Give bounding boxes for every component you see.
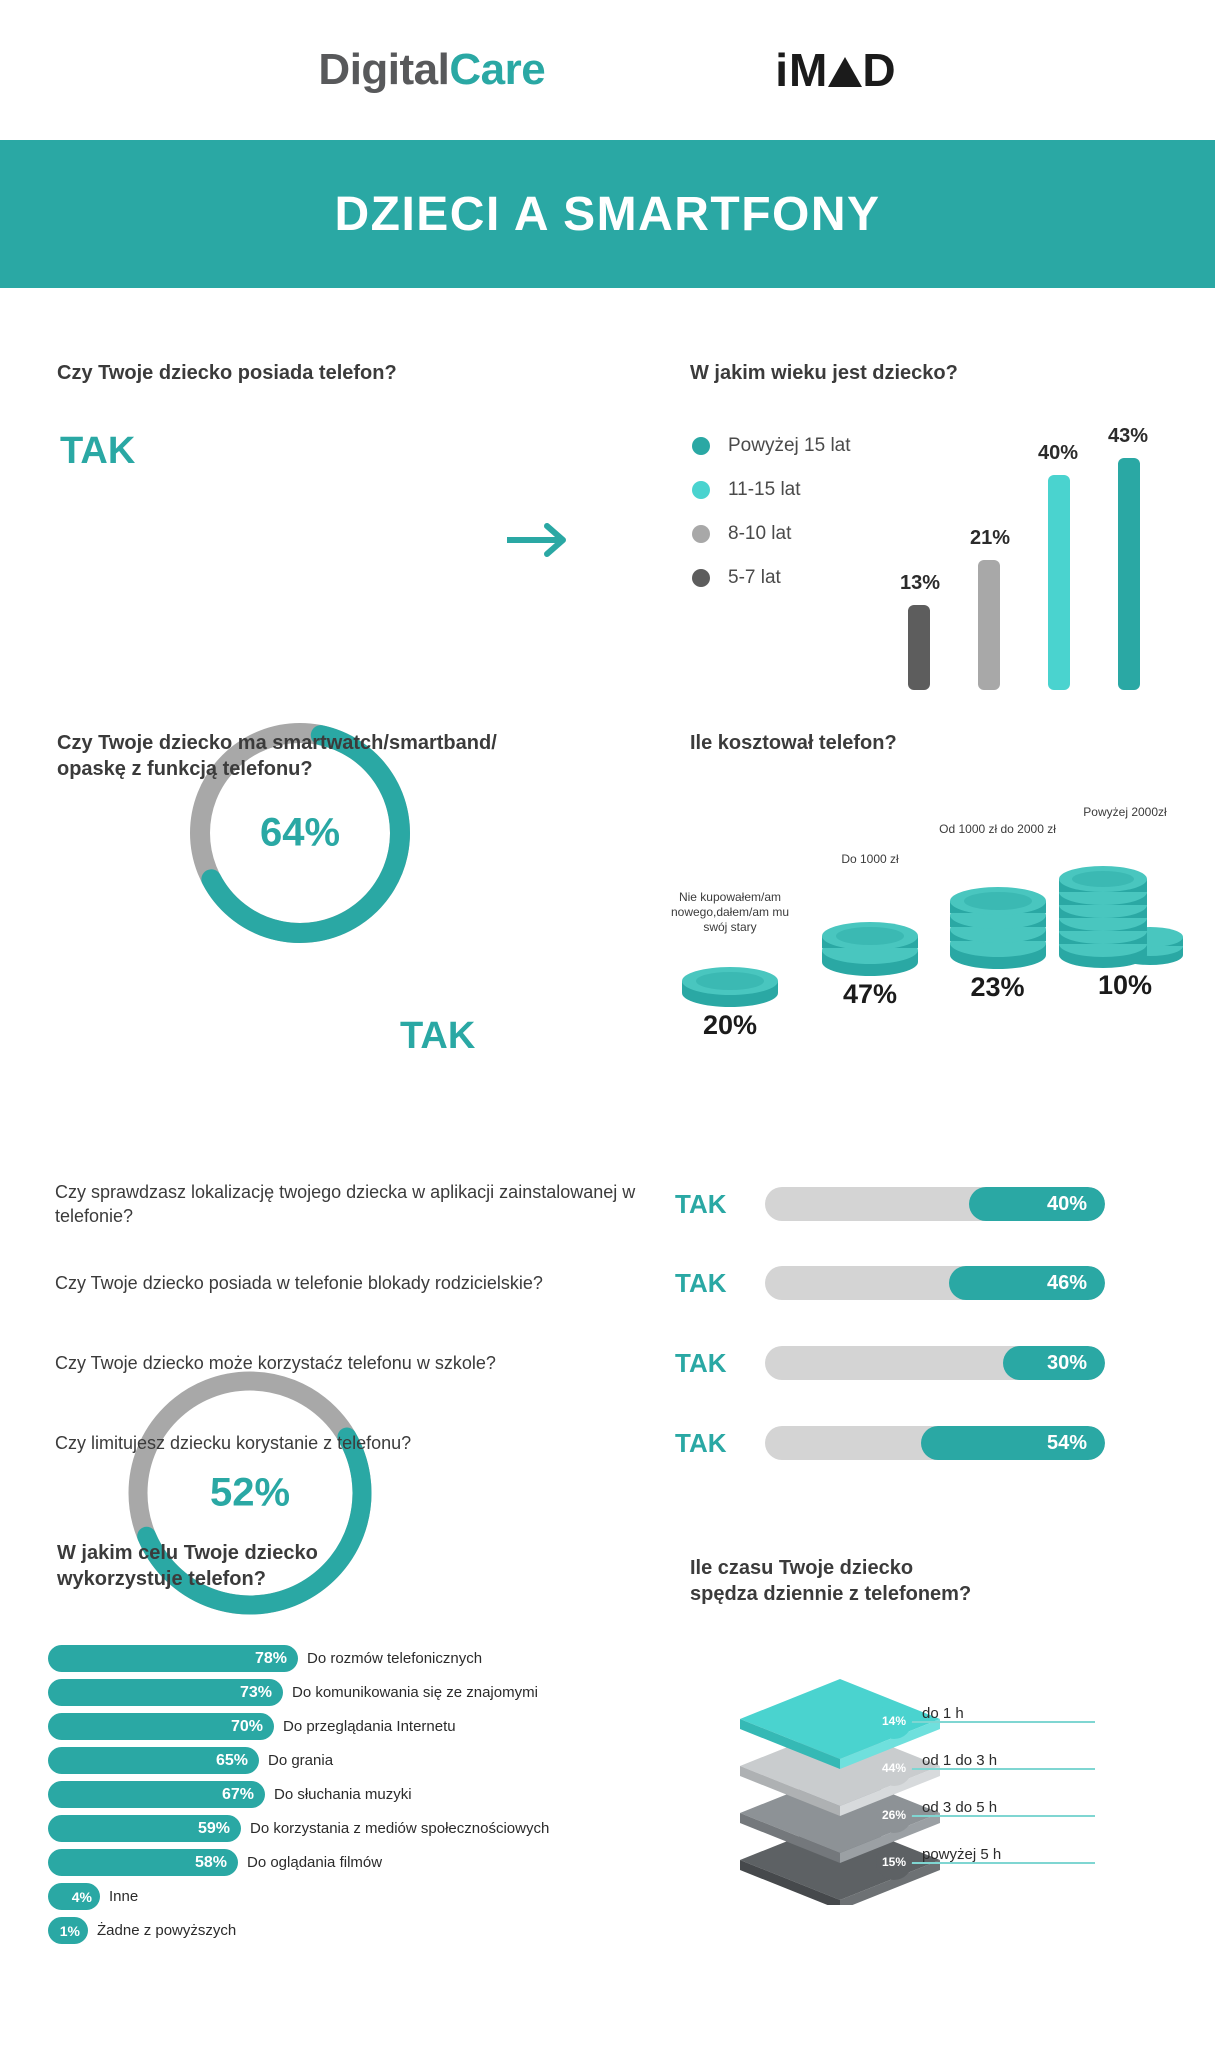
digitalcare-logo — [318, 45, 545, 95]
question-time-spent-line1: Ile czasu Twoje dziecko — [690, 1557, 914, 1579]
progress-row — [55, 1323, 1175, 1403]
time-badge-1: 14% — [876, 1703, 912, 1739]
question-smartwatch — [57, 730, 617, 782]
purpose-bar-value: 1% — [48, 1917, 88, 1944]
purpose-bar-row — [48, 1645, 668, 1672]
time-badge-3: 26% — [876, 1797, 912, 1833]
logo-bar — [0, 0, 1215, 140]
purpose-bar-row — [48, 1747, 668, 1774]
progress-row-answer: TAK — [675, 1267, 727, 1298]
progress-track — [765, 1266, 1105, 1300]
phone-ownership-answer-label: TAK — [60, 430, 136, 472]
imad-logo — [775, 43, 896, 97]
purpose-bar-row — [48, 1917, 668, 1944]
purpose-bar-row — [48, 1781, 668, 1808]
bar-age-8-10 — [978, 560, 1000, 690]
question-smartwatch-line2: opaskę z funkcją telefonu? — [57, 758, 313, 780]
question-child-age: W jakim wieku jest dziecko? — [690, 362, 958, 384]
title-banner — [0, 140, 1215, 288]
purpose-bar-row — [48, 1883, 668, 1910]
bar-value-age-5-7: 13% — [900, 572, 941, 594]
progress-row-question: Czy Twoje dziecko może korzystaćz telefonu w szkole? — [55, 1352, 496, 1373]
bar-age-over-15 — [1118, 458, 1140, 690]
layers-icon — [690, 1655, 990, 1905]
legend-item — [692, 479, 851, 501]
smartwatch-answer-label: TAK — [400, 1015, 476, 1057]
smartwatch-value: 52% — [209, 1470, 291, 1515]
chart-purpose-bars — [48, 1645, 668, 1951]
question-smartwatch-line1: Czy Twoje dziecko ma smartwatch/smartband/ — [57, 732, 497, 754]
price-group-2 — [805, 852, 935, 1010]
purpose-bar-value: 58% — [48, 1849, 238, 1876]
question-purpose-line2: wykorzystuje telefon? — [57, 1568, 266, 1590]
purpose-bar-value: 78% — [48, 1645, 298, 1672]
purpose-bar-value: 59% — [48, 1815, 241, 1842]
question-purpose-line1: W jakim celu Twoje dziecko — [57, 1542, 318, 1564]
legend-dot-icon — [692, 437, 710, 455]
time-badge-2: 44% — [876, 1750, 912, 1786]
progress-row-answer: TAK — [675, 1347, 727, 1378]
digitalcare-logo-part2: Care — [449, 45, 546, 94]
purpose-bar-label: Do słuchania muzyki — [274, 1786, 412, 1803]
progress-track — [765, 1346, 1105, 1380]
time-label-4: powyżej 5 h — [922, 1846, 1002, 1863]
imad-logo-suffix: D — [862, 44, 897, 96]
progress-question-list — [55, 1165, 1175, 1483]
bar-value-age-over-15: 43% — [1108, 425, 1149, 447]
page-title: DZIECI A SMARTFONY — [334, 187, 881, 241]
bar-value-age-8-10: 21% — [970, 527, 1011, 549]
progress-row-question: Czy Twoje dziecko posiada w telefonie blokady rodzicielskie? — [55, 1272, 543, 1293]
price-caption-2: Do 1000 zł — [841, 852, 899, 866]
bar-age-11-15 — [1048, 475, 1070, 690]
progress-fill: 46% — [949, 1266, 1105, 1300]
question-purpose — [57, 1540, 457, 1592]
price-caption-4: Powyżej 2000zł — [1083, 805, 1167, 819]
arrow-right-icon — [505, 520, 575, 565]
question-phone-price: Ile kosztował telefon? — [690, 732, 897, 754]
purpose-bar-value: 65% — [48, 1747, 259, 1774]
legend-dot-icon — [692, 481, 710, 499]
price-caption-1: Nie kupowałem/am nowego,dałem/am mu swój stary — [670, 890, 790, 934]
legend-label: 8-10 lat — [728, 523, 792, 544]
coin-stack-icon — [675, 960, 785, 1010]
progress-row-answer: TAK — [675, 1427, 727, 1458]
purpose-bar-label: Do oglądania filmów — [247, 1854, 383, 1871]
price-value-2: 47% — [842, 979, 898, 1009]
time-label-1: do 1 h — [922, 1705, 964, 1722]
progress-row-question: Czy limitujesz dziecku korystanie z telefonu? — [55, 1432, 412, 1453]
price-value-1: 20% — [702, 1010, 758, 1040]
digitalcare-logo-part1: Digital — [318, 45, 450, 94]
price-value-3: 23% — [970, 972, 1025, 1002]
purpose-bar-row — [48, 1815, 668, 1842]
imad-logo-prefix: iM — [775, 44, 829, 96]
progress-track — [765, 1187, 1105, 1221]
time-callout-line — [890, 1721, 1095, 1723]
legend-dot-icon — [692, 525, 710, 543]
purpose-bar-label: Inne — [109, 1888, 139, 1905]
purpose-bar-label: Do grania — [268, 1752, 334, 1769]
time-label-3: od 3 do 5 h — [922, 1799, 998, 1816]
chart-time-spent-layers — [690, 1655, 1170, 1915]
price-group-3 — [925, 822, 1070, 1003]
time-label-2: od 1 do 3 h — [922, 1752, 998, 1769]
progress-row-question: Czy sprawdzasz lokalizację twojego dziecka w aplikacji zainstalowanej w telefonie? — [55, 1181, 636, 1226]
price-value-4: 10% — [1097, 970, 1153, 1000]
legend-item — [692, 567, 851, 589]
progress-row-answer: TAK — [675, 1188, 727, 1219]
progress-fill: 30% — [1003, 1346, 1105, 1380]
progress-track — [765, 1426, 1105, 1460]
legend-label: 11-15 lat — [728, 479, 801, 500]
purpose-bar-label: Żadne z powyższych — [97, 1922, 237, 1939]
chart-child-age-bars — [890, 410, 1190, 690]
purpose-bar-label: Do korzystania z mediów społecznościowych — [250, 1820, 550, 1837]
legend-label: Powyżej 15 lat — [728, 435, 851, 456]
legend-label: 5-7 lat — [728, 567, 781, 588]
phone-ownership-value: 64% — [259, 810, 341, 855]
progress-row — [55, 1243, 1175, 1323]
legend-child-age — [692, 435, 851, 611]
question-time-spent — [690, 1555, 1110, 1607]
legend-item — [692, 523, 851, 545]
bar-value-age-11-15: 40% — [1038, 442, 1079, 464]
bar-age-5-7 — [908, 605, 930, 690]
coin-stack-icon — [943, 862, 1053, 972]
coin-stack-icon — [815, 907, 925, 979]
purpose-bar-label: Do komunikowania się ze znajomymi — [292, 1684, 538, 1701]
purpose-bar-row — [48, 1679, 668, 1706]
purpose-bar-value: 70% — [48, 1713, 274, 1740]
progress-row — [55, 1403, 1175, 1483]
purpose-bar-label: Do rozmów telefonicznych — [307, 1650, 483, 1667]
legend-dot-icon — [692, 569, 710, 587]
price-caption-3: Od 1000 zł do 2000 zł — [939, 822, 1056, 836]
price-group-4 — [1055, 805, 1195, 1001]
coin-stack-icon — [1055, 845, 1185, 970]
purpose-bar-value: 4% — [48, 1883, 100, 1910]
progress-fill: 54% — [921, 1426, 1105, 1460]
purpose-bar-label: Do przeglądania Internetu — [283, 1718, 456, 1735]
legend-item — [692, 435, 851, 457]
purpose-bar-value: 73% — [48, 1679, 283, 1706]
progress-fill: 40% — [969, 1187, 1105, 1221]
question-time-spent-line2: spędza dziennie z telefonem? — [690, 1583, 972, 1605]
progress-row — [55, 1165, 1175, 1243]
question-phone-ownership: Czy Twoje dziecko posiada telefon? — [57, 362, 397, 384]
purpose-bar-value: 67% — [48, 1781, 265, 1808]
price-group-1 — [660, 890, 800, 1041]
purpose-bar-row — [48, 1713, 668, 1740]
time-badge-4: 15% — [876, 1844, 912, 1880]
triangle-icon — [828, 57, 862, 87]
purpose-bar-row — [48, 1849, 668, 1876]
